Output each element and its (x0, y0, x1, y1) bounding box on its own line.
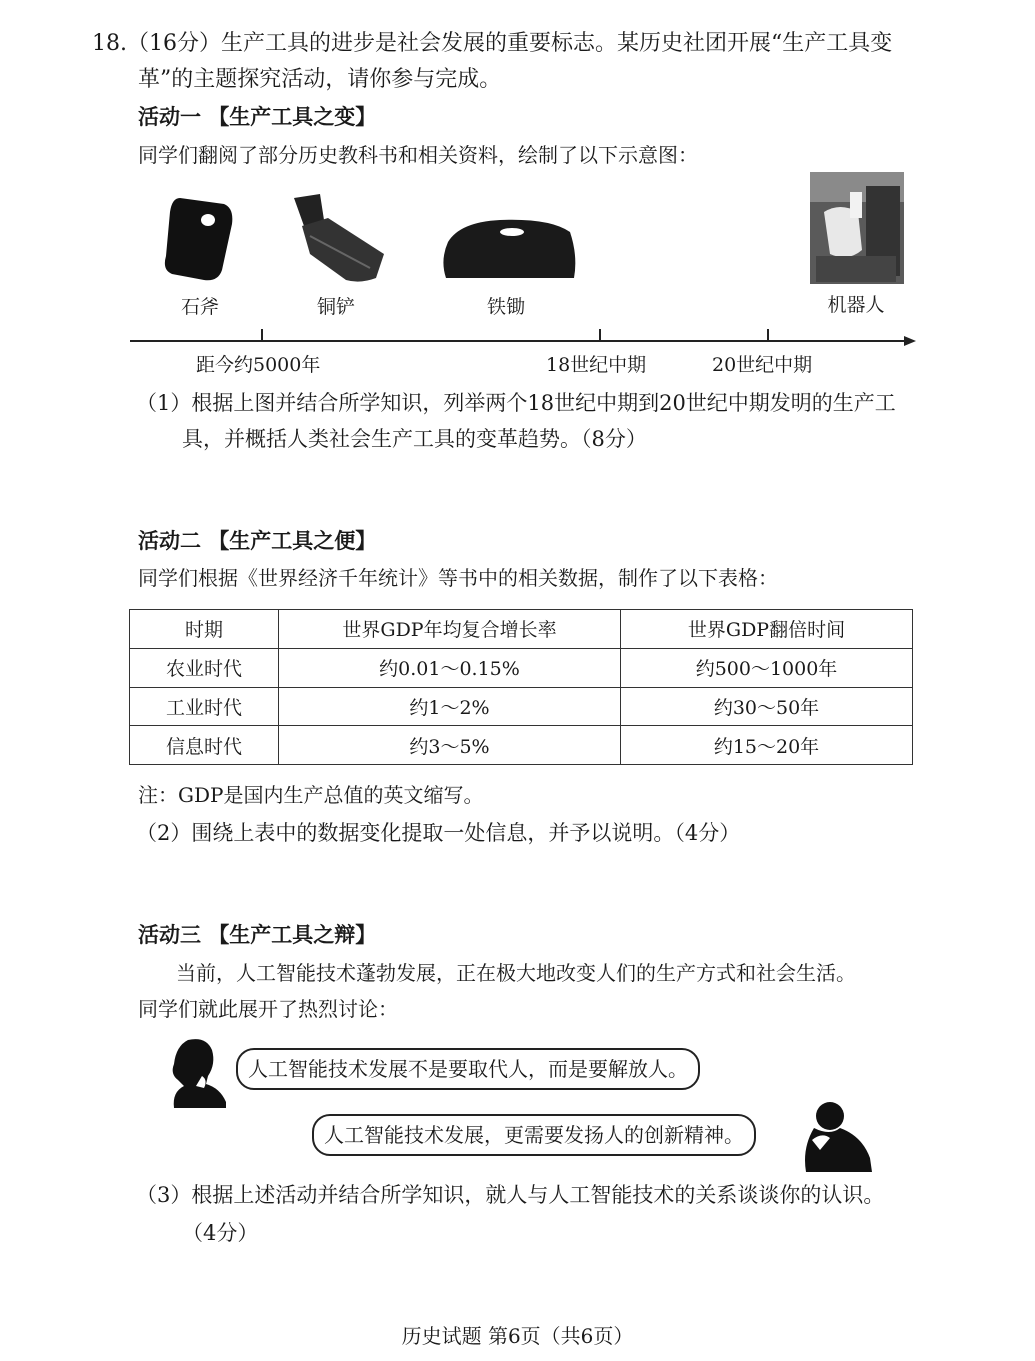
table-header-cell: 世界GDP年均复合增长率 (279, 610, 621, 649)
activity1-intro: 同学们翻阅了部分历史教科书和相关资料，绘制了以下示意图： (138, 143, 698, 167)
question1-line2: 具，并概括人类社会生产工具的变革趋势。（8分） (182, 427, 647, 451)
tool-label: 铁锄 (486, 296, 525, 318)
activity2-title: 活动二 【生产工具之便】 (138, 529, 377, 553)
timeline-tick-label: 18世纪中期 (546, 354, 647, 376)
table-cell: 约15～20年 (621, 726, 913, 765)
table-cell: 约0.01～0.15% (279, 648, 621, 687)
question2: （2）围绕上表中的数据变化提取一处信息，并予以说明。（4分） (136, 821, 741, 845)
question-stem-line1: 18.（16分）生产工具的进步是社会发展的重要标志。某历史社团开展“生产工具变 (92, 31, 893, 56)
table-cell: 约1～2% (279, 687, 621, 726)
female-speaker-icon (166, 1036, 232, 1108)
table-header-row (130, 610, 913, 649)
tool-label: 机器人 (827, 294, 885, 316)
table-cell: 约30～50年 (621, 687, 913, 726)
question1-line1: （1）根据上图并结合所学知识，列举两个18世纪中期到20世纪中期发明的生产工 (136, 391, 896, 415)
timeline-tick-label: 20世纪中期 (712, 354, 813, 376)
activity3-title: 活动三 【生产工具之辩】 (138, 923, 377, 947)
table-header-cell: 时期 (130, 610, 279, 649)
page-footer: 历史试题 第6页（共6页） (401, 1324, 634, 1348)
male-speaker-icon (800, 1098, 876, 1172)
table-cell: 工业时代 (130, 687, 279, 726)
speech-bubble-male: 人工智能技术发展，更需要发扬人的创新精神。 (312, 1114, 756, 1156)
table-cell: 约500～1000年 (621, 648, 913, 687)
tool-label: 铜铲 (316, 296, 355, 318)
question3-line2: （4分） (182, 1221, 259, 1245)
bronze-shovel-image (280, 192, 392, 288)
gdp-table (129, 609, 913, 765)
activity2-intro: 同学们根据《世界经济千年统计》等书中的相关数据，制作了以下表格： (138, 566, 778, 590)
table-cell: 约3～5% (279, 726, 621, 765)
robot-photo (810, 172, 904, 284)
table-row (130, 648, 913, 687)
table-note: 注：GDP是国内生产总值的英文缩写。 (138, 783, 484, 807)
tool-label: 石斧 (180, 296, 219, 318)
table-cell: 信息时代 (130, 726, 279, 765)
table-cell: 农业时代 (130, 648, 279, 687)
table-row (130, 687, 913, 726)
timeline-tick-label: 距今约5000年 (196, 354, 321, 376)
speech-bubble-female: 人工智能技术发展不是要取代人，而是要解放人。 (236, 1048, 700, 1090)
question-stem-line2: 革”的主题探究活动，请你参与完成。 (138, 67, 502, 92)
activity3-intro-line2: 同学们就此展开了热烈讨论： (138, 997, 398, 1021)
question3-line1: （3）根据上述活动并结合所学知识，就人与人工智能技术的关系谈谈你的认识。 (136, 1183, 885, 1207)
activity1-title: 活动一 【生产工具之变】 (138, 105, 377, 129)
table-header-cell: 世界GDP翻倍时间 (621, 610, 913, 649)
activity3-intro-line1: 当前，人工智能技术蓬勃发展，正在极大地改变人们的生产方式和社会生活。 (176, 961, 856, 985)
stone-axe-image (160, 194, 240, 286)
table-row (130, 726, 913, 765)
iron-hoe-image (440, 212, 580, 284)
